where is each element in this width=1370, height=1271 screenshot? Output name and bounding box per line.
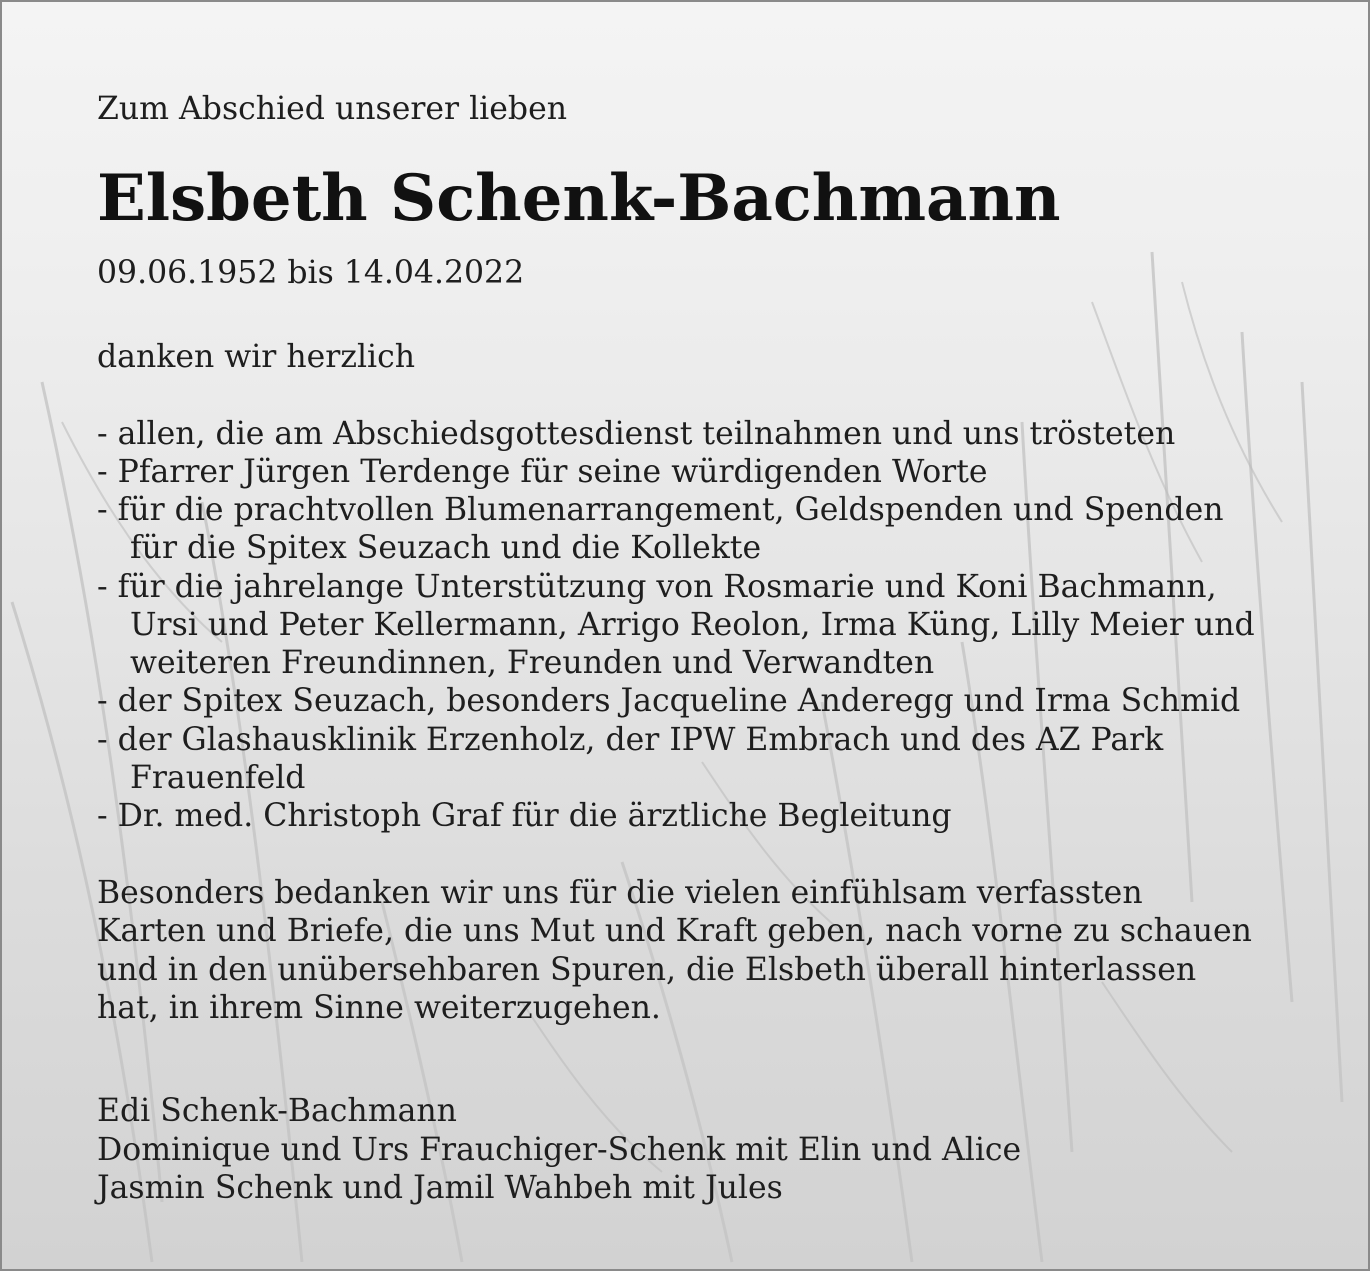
closing-line: Karten und Briefe, die uns Mut und Kraft geben, nach vorne zu schauen [97,913,1252,949]
thanks-line: - allen, die am Abschiedsgottesdienst teilnahmen und uns trösteten [97,416,1176,452]
thanks-intro: danken wir herzlich [97,339,416,375]
closing-line: Besonders bedanken wir uns für die vielen einfühlsam verfassten [97,875,1143,911]
thanks-line: für die Spitex Seuzach und die Kollekte [130,530,762,566]
thanks-line: Frauenfeld [130,760,306,796]
deceased-name: Elsbeth Schenk-Bachmann [97,161,1061,236]
closing-line: hat, in ihrem Sinne weiterzugehen. [97,990,661,1026]
thanks-line: - der Spitex Seuzach, besonders Jacqueline Anderegg und Irma Schmid [97,683,1241,719]
thanks-line: - Pfarrer Jürgen Terdenge für seine würdigenden Worte [97,454,988,490]
signature-line: Edi Schenk-Bachmann [97,1093,457,1129]
signature-line: Dominique und Urs Frauchiger-Schenk mit Elin und Alice [97,1132,1022,1168]
thanks-line: - Dr. med. Christoph Graf für die ärztliche Begleitung [97,798,952,834]
intro-text: Zum Abschied unserer lieben [97,91,567,127]
signature-line: Jasmin Schenk und Jamil Wahbeh mit Jules [97,1170,783,1206]
thanks-line: - der Glashausklinik Erzenholz, der IPW Embrach und des AZ Park [97,722,1164,758]
thanks-line: - für die jahrelange Unterstützung von Rosmarie und Koni Bachmann, [97,569,1217,605]
thanks-line: - für die prachtvollen Blumenarrangement, Geldspenden und Spenden [97,492,1224,528]
life-dates: 09.06.1952 bis 14.04.2022 [97,255,525,291]
thanks-line: Ursi und Peter Kellermann, Arrigo Reolon, Irma Küng, Lilly Meier und [130,607,1255,643]
thanks-line: weiteren Freundinnen, Freunden und Verwandten [130,645,935,681]
closing-line: und in den unübersehbaren Spuren, die Elsbeth überall hinterlassen [97,952,1197,988]
